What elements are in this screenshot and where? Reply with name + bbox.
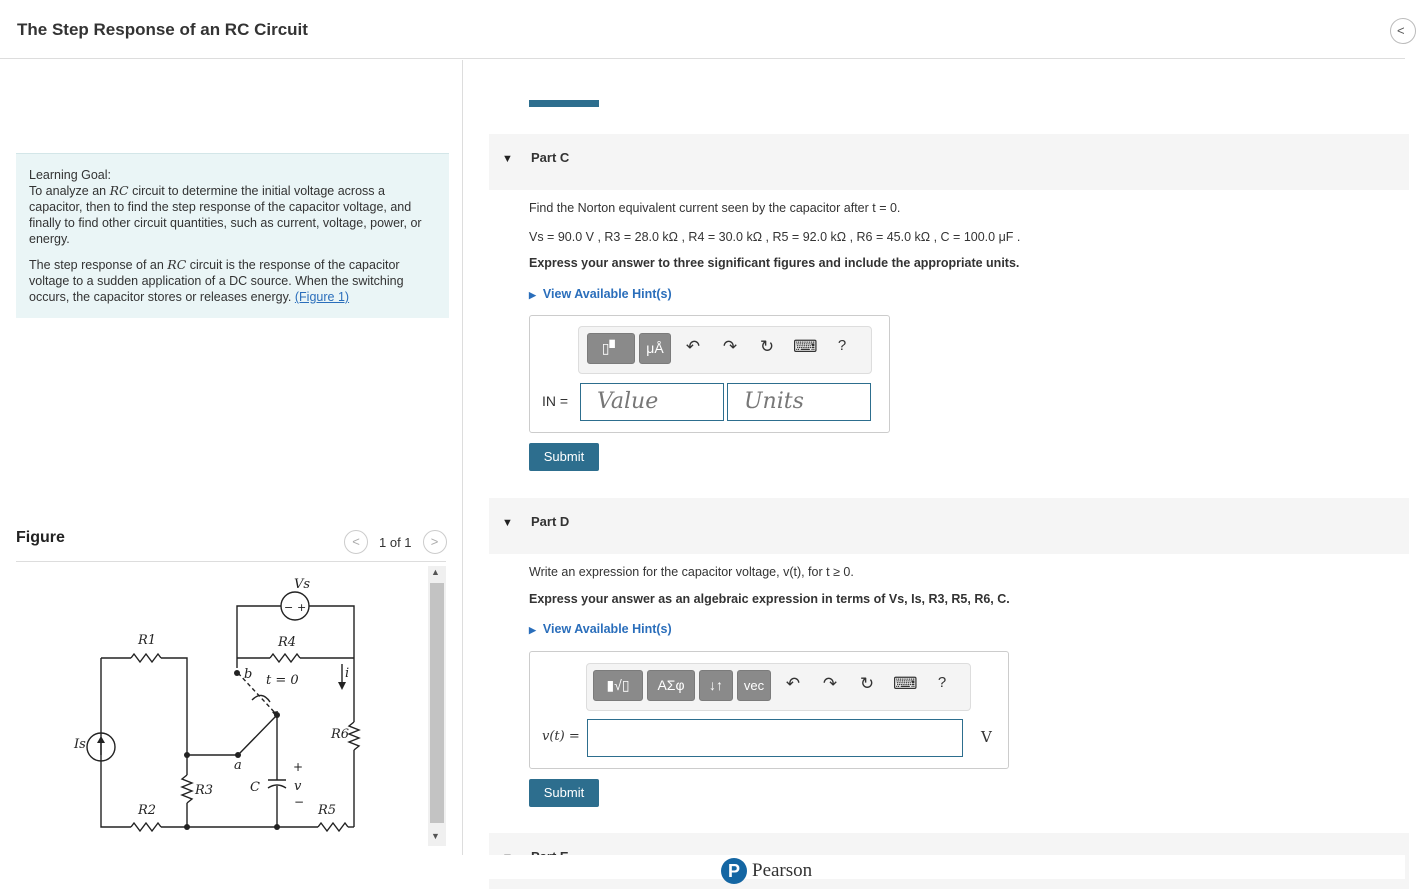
scroll-down-arrow-icon[interactable]: ▼ (431, 831, 440, 841)
scroll-up-arrow-icon[interactable]: ▲ (431, 567, 440, 577)
figure-prev-button[interactable]: < (344, 530, 368, 554)
pearson-logo-icon: P (721, 858, 747, 884)
learning-goal-box (16, 153, 449, 318)
template-button[interactable] (587, 333, 635, 364)
label-a: a (234, 758, 242, 773)
svg-text:−: − (284, 601, 294, 614)
part-c-given-values: Vs = 90.0 V , R3 = 28.0 kΩ , R4 = 30.0 kΩ , R5 = 92.0 kΩ , R6 = 45.0 kΩ , C = 100.0 μF . (529, 230, 1021, 244)
reset-icon[interactable]: ↻ (859, 674, 875, 693)
part-c-caret-icon[interactable]: ▼ (502, 153, 513, 165)
label-v: v (294, 779, 302, 794)
label-plus: + (293, 760, 304, 774)
label-is: Is (74, 737, 86, 752)
label-c: C (250, 780, 260, 795)
label-r3: R3 (195, 783, 214, 798)
part-c-hint-link[interactable] (529, 287, 672, 301)
undo-icon[interactable]: ↶ (785, 674, 801, 693)
label-i: i (345, 666, 350, 681)
label-minus: − (294, 795, 305, 809)
svg-text:+: + (297, 601, 307, 614)
label-vs: Vs (294, 577, 311, 592)
hint-caret-icon: ▶ (529, 625, 536, 635)
footer (0, 855, 1405, 879)
part-d-input-label: v(t) = (542, 729, 580, 744)
goal-math-rc: RC (109, 183, 129, 198)
template-icon: ▯▘ (601, 340, 621, 356)
part-d-header[interactable] (489, 498, 1409, 554)
label-r2: R2 (138, 803, 157, 818)
label-r5: R5 (318, 803, 337, 818)
part-c-hint-text: View Available Hint(s) (542, 287, 672, 301)
part-d-toolbar (586, 663, 971, 711)
part-d-hint-text: View Available Hint(s) (542, 622, 672, 636)
part-d-caret-icon[interactable]: ▼ (502, 517, 513, 529)
figure-heading: Figure (16, 529, 65, 546)
part-c-answer-box (529, 315, 890, 433)
goal-para2-math: RC (167, 257, 187, 272)
help-button[interactable]: ? (937, 674, 947, 691)
figure-navigation (344, 530, 447, 554)
question-pane (463, 60, 1405, 855)
goal-text-a: To analyze an (29, 184, 110, 198)
part-d-submit-button[interactable]: Submit (529, 779, 599, 807)
part-c-input-label: IN = (542, 393, 569, 409)
rc-circuit-diagram (60, 570, 380, 845)
goal-para2-b: circuit is the response of the capacitor voltage to a sudden application of a DC source. When the switching occurs, the capacitor stores or releases energy. (29, 258, 404, 304)
part-c-submit-button[interactable]: Submit (529, 443, 599, 471)
part-d-expression-input[interactable] (587, 719, 963, 757)
label-r4: R4 (278, 635, 297, 650)
units-button[interactable]: μÅ (639, 333, 671, 364)
part-d-unit: V (981, 728, 992, 746)
label-b: b (244, 667, 253, 682)
part-c-units-input[interactable]: Units (727, 383, 871, 421)
vec-button[interactable]: vec (737, 670, 771, 701)
pearson-brand: Pearson (752, 860, 813, 881)
label-t0: t = 0 (266, 673, 299, 688)
figure-rule (16, 561, 446, 562)
sqrt-template-icon: ▮√▯ (606, 677, 630, 693)
part-d-question: Write an expression for the capacitor voltage, v(t), for t ≥ 0. (529, 565, 854, 579)
sort-button[interactable]: ↓↑ (699, 670, 733, 701)
part-c-header[interactable] (489, 134, 1409, 190)
figure-next-button[interactable]: > (423, 530, 447, 554)
part-d-instruction: Express your answer as an algebraic expression in terms of Vs, Is, R3, R5, R6, C. (529, 592, 1010, 606)
learning-goal-title: Learning Goal: (29, 168, 112, 182)
label-r1: R1 (138, 633, 157, 648)
figure-scroll-thumb[interactable] (430, 583, 444, 823)
keyboard-icon[interactable]: ⌨ (893, 674, 918, 693)
part-c-instruction: Express your answer to three significant figures and include the appropriate units. (529, 256, 1020, 270)
part-c-label: Part C (531, 150, 570, 165)
reset-icon[interactable]: ↻ (759, 337, 775, 356)
help-button[interactable]: ? (837, 337, 847, 354)
hint-caret-icon: ▶ (529, 290, 536, 300)
part-c-question: Find the Norton equivalent current seen by the capacitor after t = 0. (529, 201, 901, 215)
greek-button[interactable]: ΑΣφ (647, 670, 695, 701)
keyboard-icon[interactable]: ⌨ (793, 337, 818, 356)
label-r6: R6 (331, 727, 350, 742)
undo-icon[interactable]: ↶ (685, 337, 701, 356)
redo-icon[interactable]: ↷ (822, 674, 838, 693)
part-c-toolbar (578, 326, 872, 374)
previous-part-submit-bar (529, 100, 599, 107)
part-c-value-input[interactable]: Value (580, 383, 724, 421)
part-d-label: Part D (531, 514, 570, 529)
page-title: The Step Response of an RC Circuit (17, 20, 308, 39)
figure-counter: 1 of 1 (379, 534, 412, 550)
figure-link[interactable]: (Figure 1) (294, 290, 350, 304)
collapse-panel-button[interactable]: < (1390, 18, 1416, 44)
part-d-answer-box (529, 651, 1009, 769)
header-bar (0, 0, 1405, 59)
redo-icon[interactable]: ↷ (722, 337, 738, 356)
template-sqrt-button[interactable] (593, 670, 643, 701)
goal-text-b: circuit to determine the initial voltage across a capacitor, then to find the step response of the capacitor voltage, and finally to find other circuit quantities, such as current, voltage, power, or energy. (29, 184, 422, 246)
part-d-hint-link[interactable] (529, 622, 672, 636)
goal-para2-a: The step response of an (29, 258, 168, 272)
